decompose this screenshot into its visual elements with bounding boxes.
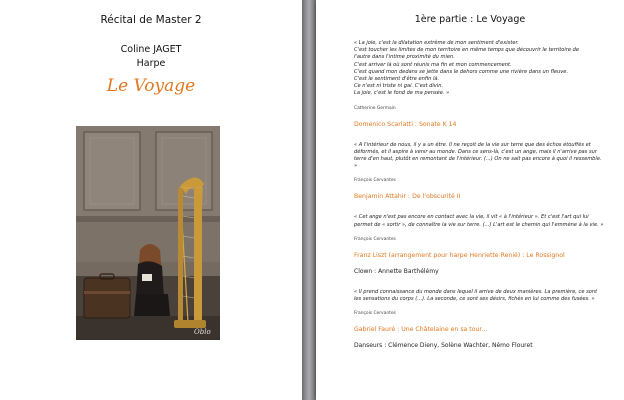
poem-attribution: Catherine Germain [354, 105, 396, 111]
piece-quote: « A l'intérieur de nous, il y a un être. Il ne reçoit de la vie sur terre que des échos étouffés et déformés, et il aspire à venir au monde. Dans ce sens-là, c'est un ange, mais il n'arrive pas sur terre d'en haut, plutôt en remontant de l'intérieur. (...) On ne sait pas encore à quoi il ressemble. » [354, 141, 602, 170]
recital-title: Récital de Master 2 [100, 14, 202, 26]
page-left [0, 0, 302, 400]
opening-poem [354, 40, 604, 98]
program-body [354, 40, 604, 349]
page-gutter [302, 0, 316, 400]
harpist-photo [76, 126, 220, 340]
page-right [316, 0, 624, 400]
poem-line: l'autre dans l'intime proximité du mien. [354, 54, 455, 61]
performer-name: Coline JAGET [120, 44, 182, 55]
piece-title: Gabriel Fauré : Une Châtelaine en sa tour... [354, 326, 488, 334]
part-heading: 1ère partie : Le Voyage [414, 14, 526, 25]
piece-title: Franz Liszt (arrangement pour harpe Henriette Renié) : Le Rossignol [354, 251, 565, 259]
poem-line: C'est le sentiment d'être enfin là. [354, 76, 440, 83]
poem-line: La joie, c'est le fond de ma pensée. » [354, 90, 450, 97]
photo-signature: Oblo [194, 328, 211, 336]
piece-title: Benjamin Attahir : De l'obscurité II [354, 193, 461, 201]
piece-quote: « Cet ange n'est pas encore en contact avec la vie, il vit « à l'intérieur ». Et c'est l'art qui lui permet de « sortir », de connaître la vie sur terre. (...) L'art est le chemin qui l'emmène à la vie. » [354, 214, 604, 228]
quote-attribution: François Cervantes [354, 178, 396, 184]
poem-line: C'est quand mon dedans se jette dans le dehors comme une rivière dans un fleuve. [354, 68, 569, 75]
quote-attribution: François Cervantes [354, 311, 396, 317]
piece-credit: Danseurs : Clémence Dieny, Solène Wachter, Némo Flouret [354, 342, 533, 350]
poem-line: C'est arriver là où sont réunis ma fin et mon commencement. [354, 61, 512, 68]
instrument-label: Harpe [136, 58, 166, 69]
poem-line: C'est toucher les limites de mon territoire en même temps que découvrir le territoire de [354, 47, 580, 54]
piece-credit: Clown : Annette Barthélémy [354, 267, 439, 275]
quote-attribution: François Cervantes [354, 236, 396, 242]
poem-line: Ce n'est ni triste ni gai. C'est divin. [354, 83, 444, 90]
poem-line: « La joie, c'est la dilatation extrême de mon sentiment d'exister. [354, 40, 519, 46]
piece-quote: « Il prend connaissance du monde dans lequel il arrive de deux manières. La première, ce sont les sensations du corps (...). La seconde, ce sont ses désirs, fichés en lui comme des fusées. » [354, 288, 598, 303]
program-title: Le Voyage [106, 76, 196, 96]
piece-title: Domenico Scarlatti : Sonate K 14 [354, 120, 457, 128]
